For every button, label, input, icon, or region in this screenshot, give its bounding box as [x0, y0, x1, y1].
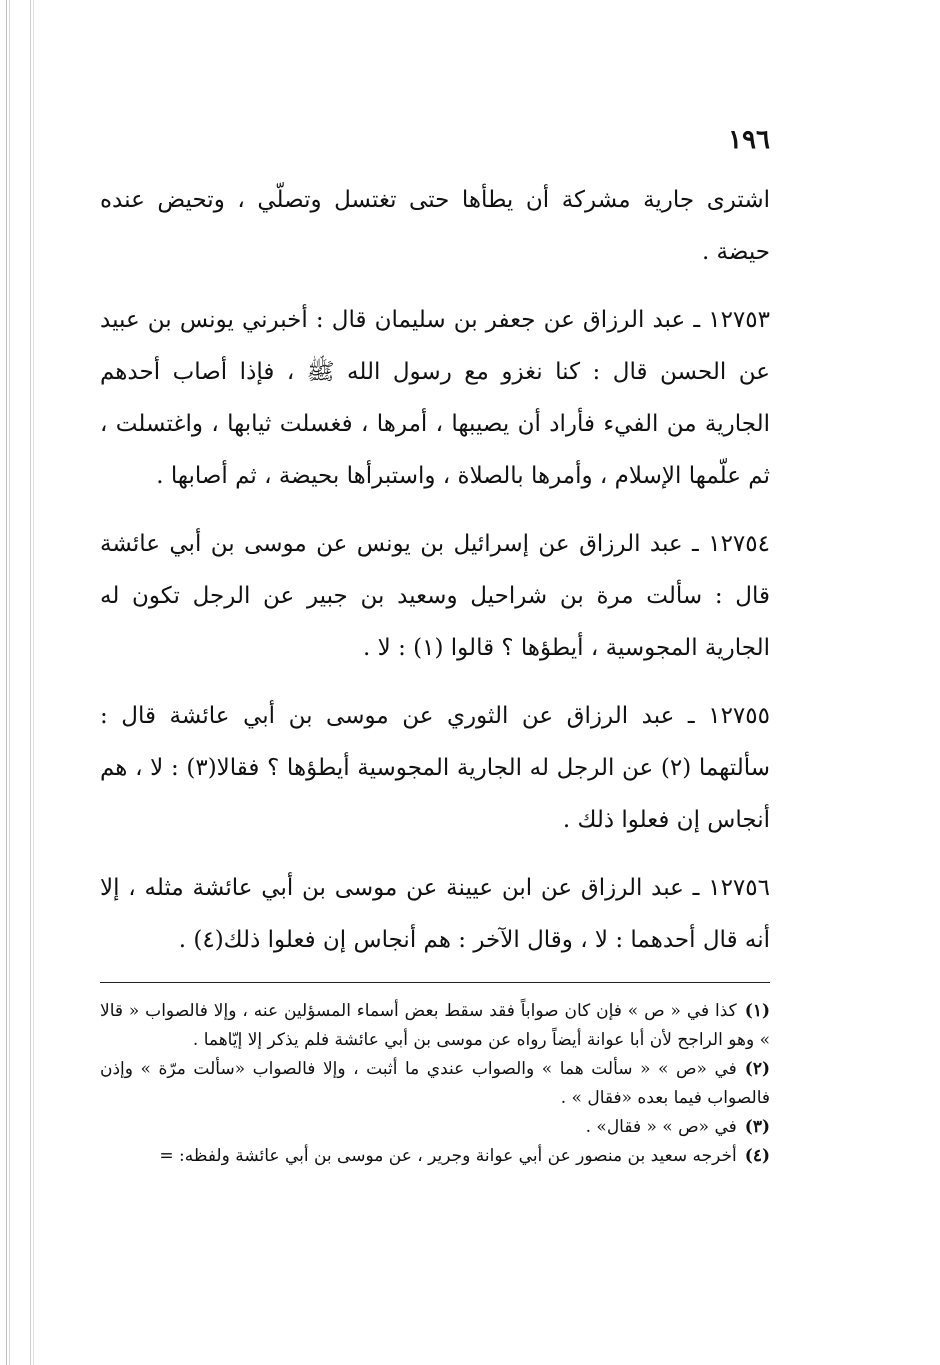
hadith-number: ١٢٧٥٥: [708, 703, 770, 729]
footnote-number: (٢): [744, 1059, 770, 1079]
footnote-divider: [100, 982, 770, 983]
hadith-12756: [100, 862, 770, 966]
scan-edge-line: [6, 0, 7, 1365]
footnote-3: [100, 1113, 770, 1142]
footnote-4: [100, 1142, 770, 1171]
hadith-number: ١٢٧٥٣: [708, 307, 770, 333]
footnote-number: (١): [744, 1001, 770, 1021]
footnote-text: كذا في « ص » فإن كان صواباً فقد سقط بعض أسماء المسؤلين عنه ، وإلا فالصواب « قالا » وهو الراجح لأن أبا عوانة أيضاً رواه عن موسى بن أبي عائشة فلم يذكر إلا إيّاهما .: [100, 1001, 770, 1050]
footnote-text: في «ص » « فقال» .: [585, 1117, 737, 1137]
hadith-text: ـ عبد الرزاق عن ابن عيينة عن موسى بن أبي عائشة مثله ، إلا أنه قال أحدهما : لا ، وقال الآخر : هم أنجاس إن فعلوا ذلك(٤) .: [100, 875, 770, 953]
footnote-number: (٤): [744, 1146, 770, 1166]
scan-edge-line: [30, 0, 31, 1365]
scan-edge-line: [9, 0, 10, 1365]
page-number: ١٩٦: [728, 125, 770, 155]
footnote-1: [100, 997, 770, 1055]
main-text: [100, 174, 770, 966]
hadith-12753: [100, 294, 770, 502]
hadith-12754: [100, 518, 770, 674]
hadith-12755: [100, 690, 770, 846]
hadith-number: ١٢٧٥٦: [708, 875, 770, 901]
footnote-2: [100, 1055, 770, 1113]
hadith-number: ١٢٧٥٤: [708, 531, 770, 557]
scan-edge-line: [33, 0, 34, 1365]
book-page: [100, 120, 770, 1171]
paragraph-text: اشترى جارية مشركة أن يطأها حتى تغتسل وتصلّي ، وتحيض عنده حيضة .: [100, 187, 770, 265]
footnote-text: أخرجه سعيد بن منصور عن أبي عوانة وجرير ، عن موسى بن أبي عائشة ولفظه: =: [159, 1146, 737, 1166]
footnotes: [100, 997, 770, 1171]
paragraph-continuation: [100, 174, 770, 278]
hadith-text: ـ عبد الرزاق عن إسرائيل بن يونس عن موسى بن أبي عائشة قال : سألت مرة بن شراحيل وسعيد بن جبير عن الرجل تكون له الجارية المجوسية ، أيطؤها ؟ قالوا (١) : لا .: [100, 531, 770, 661]
footnote-text: في «ص » « سألت هما » والصواب عندي ما أثبت ، وإلا فالصواب «سألت مرّة » وإذن فالصواب فيما بعده «فقال » .: [100, 1059, 770, 1108]
hadith-text: ـ عبد الرزاق عن الثوري عن موسى بن أبي عائشة قال : سألتهما (٢) عن الرجل له الجارية المجوسية أيطؤها ؟ فقالا(٣) : لا ، هم أنجاس إن فعلوا ذلك .: [100, 703, 770, 833]
hadith-text: ـ عبد الرزاق عن جعفر بن سليمان قال : أخبرني يونس بن عبيد عن الحسن قال : كنا نغزو مع رسول الله ﷺ ، فإذا أصاب أحدهم الجارية من الفيء فأراد أن يصيبها ، أمرها ، فغسلت ثيابها ، واغتسلت ، ثم علّمها الإسلام ، وأمرها بالصلاة ، واستبرأها بحيضة ، ثم أصابها .: [100, 307, 770, 489]
footnote-number: (٣): [744, 1117, 770, 1137]
